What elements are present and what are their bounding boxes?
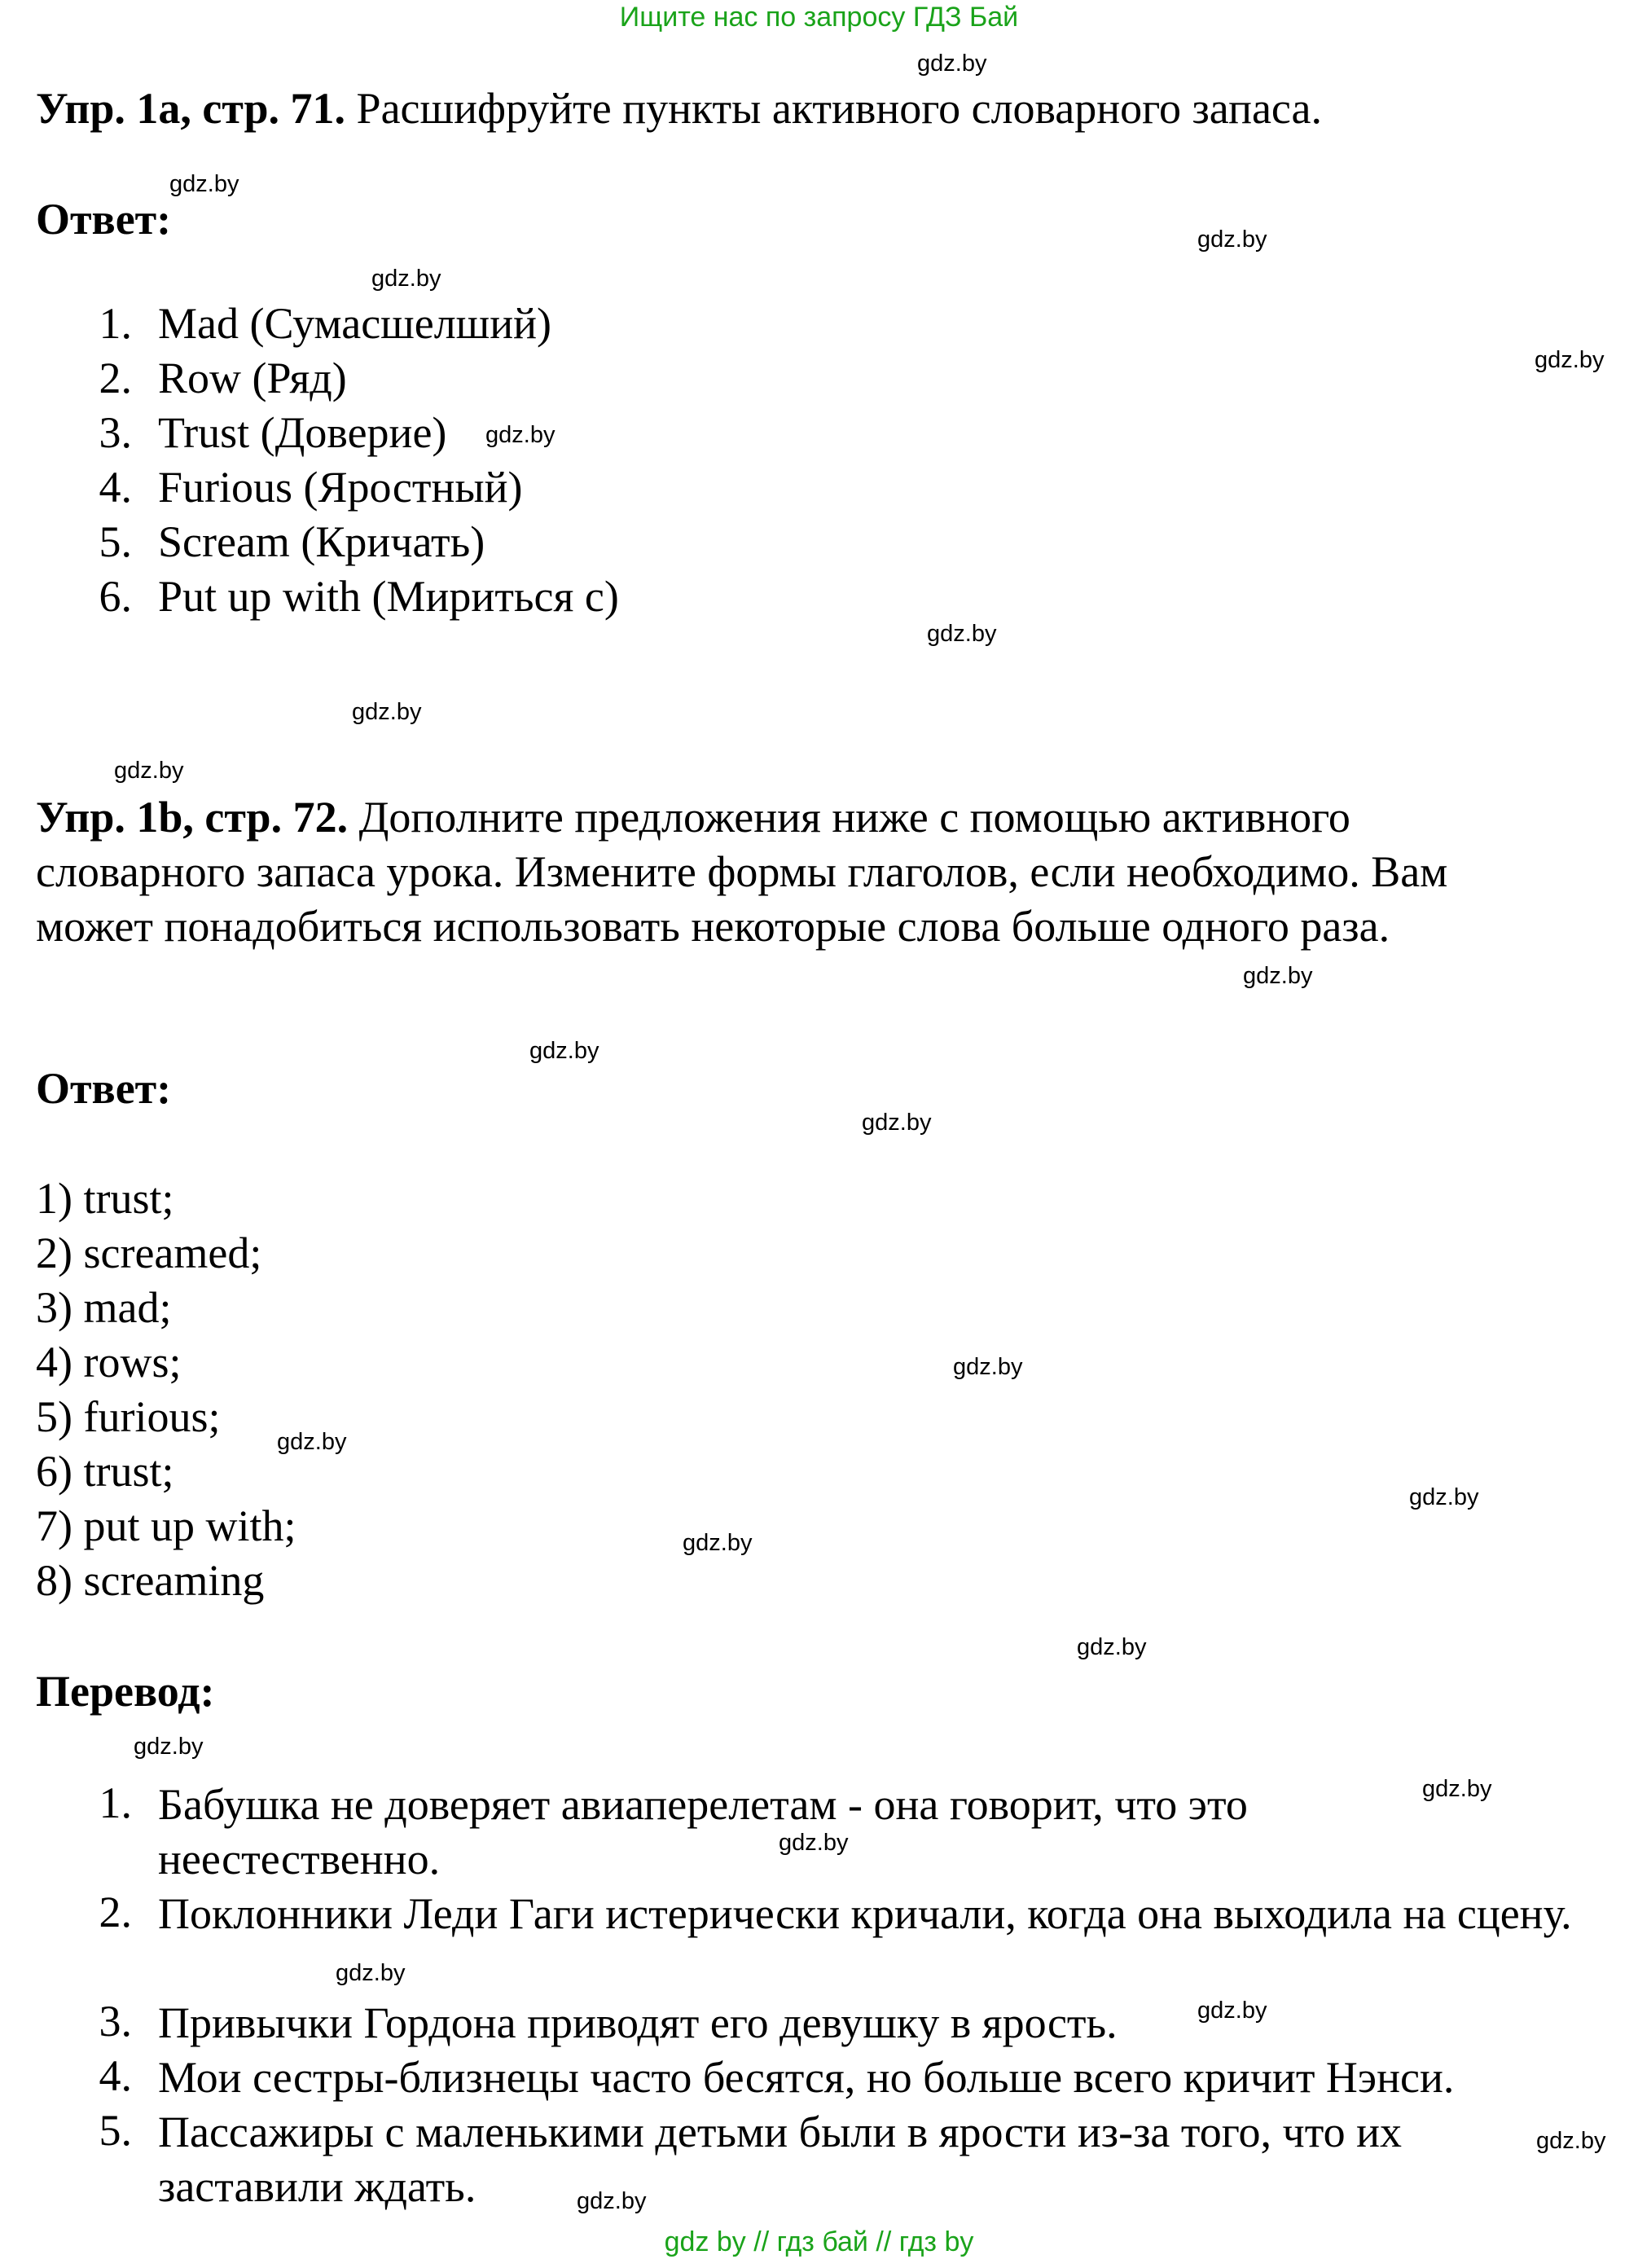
translation-item: Поклонники Леди Гаги истерически кричали, когда она выходила на сцену. — [158, 1889, 1572, 1938]
watermark: gdz.by — [1077, 1634, 1147, 1660]
watermark: gdz.by — [114, 758, 184, 784]
list-item: Trust (Доверие) — [158, 408, 447, 457]
footer-links[interactable]: gdz by // гдз бай // гдз by — [664, 2226, 974, 2257]
translation-item: Пассажиры с маленькими детьми были в ярости из-за того, что их заставили ждать. — [158, 2108, 1403, 2211]
watermark: gdz.by — [1422, 1776, 1492, 1802]
list-item: Put up with (Мириться с) — [158, 572, 619, 621]
watermark: gdz.by — [577, 2188, 647, 2214]
watermark: gdz.by — [1536, 2128, 1606, 2154]
list-item-number: 1. — [99, 299, 132, 348]
list-item: Row (Ряд) — [158, 354, 347, 402]
list-item: Mad (Сумасшелший) — [158, 299, 552, 348]
answer-item: 1) trust; — [36, 1174, 174, 1223]
answer-item: 3) mad; — [36, 1283, 172, 1332]
watermark: gdz.by — [1197, 1998, 1267, 2024]
translation-item: Бабушка не доверяет авиаперелетам - она говорит, что это неестественно. — [158, 1780, 1248, 1883]
translation-item-number: 3. — [99, 1997, 132, 2046]
list-item-number: 2. — [99, 354, 132, 402]
translation-item-number: 1. — [99, 1778, 132, 1827]
translation-item: Мои сестры-близнецы часто бесятся, но больше всего кричит Нэнси. — [158, 2053, 1455, 2102]
watermark: gdz.by — [862, 1110, 932, 1136]
list-item-number: 3. — [99, 408, 132, 457]
search-banner[interactable]: Ищите нас по запросу ГДЗ Бай — [619, 2, 1019, 33]
watermark: gdz.by — [169, 171, 239, 197]
list-item-number: 5. — [99, 517, 132, 566]
list-item-number: 4. — [99, 463, 132, 512]
watermark: gdz.by — [134, 1734, 204, 1760]
answer-item: 6) trust; — [36, 1447, 174, 1496]
list-item: Scream (Кричать) — [158, 517, 485, 566]
answer-item: 8) screaming — [36, 1556, 265, 1605]
watermark: gdz.by — [917, 51, 987, 77]
translation-item-number: 2. — [99, 1888, 132, 1936]
answer-item: 7) put up with; — [36, 1501, 296, 1550]
watermark: gdz.by — [779, 1830, 849, 1856]
task-1b-statement — [36, 790, 1567, 954]
list-item-number: 6. — [99, 572, 132, 621]
task-1b-title: Упр. 1b, стр. 72. — [36, 793, 349, 842]
watermark: gdz.by — [336, 1960, 406, 1986]
watermark: gdz.by — [1535, 347, 1605, 373]
task-1a-text: Расшифруйте пункты активного словарного запаса. — [345, 84, 1323, 133]
answer-item: 5) furious; — [36, 1392, 221, 1441]
watermark: gdz.by — [277, 1429, 347, 1455]
watermark: gdz.by — [485, 422, 556, 448]
answer-item: 4) rows; — [36, 1338, 182, 1387]
watermark: gdz.by — [683, 1530, 753, 1556]
watermark: gdz.by — [371, 266, 441, 292]
list-item: Furious (Яростный) — [158, 463, 523, 512]
translation-item-number: 5. — [99, 2106, 132, 2155]
translation-item-number: 4. — [99, 2051, 132, 2100]
answer-item: 2) screamed; — [36, 1228, 262, 1277]
translation-item: Привычки Гордона приводят его девушку в ярость. — [158, 1998, 1118, 2047]
task-1a-statement — [36, 81, 1583, 136]
task-1a-title: Упр. 1a, стр. 71. — [36, 84, 346, 133]
watermark: gdz.by — [1243, 963, 1313, 989]
task-1b-text: Дополните предложения ниже с помощью активного словарного запаса урока. Измените формы глаголов, если необходимо. Вам может понадобиться использовать некоторые слова больше одного раза. — [36, 793, 1448, 951]
answer-heading-1a: Ответ: — [36, 195, 172, 244]
watermark: gdz.by — [1197, 226, 1267, 253]
watermark: gdz.by — [352, 699, 422, 725]
answer-heading-1b: Ответ: — [36, 1064, 172, 1113]
translation-heading: Перевод: — [36, 1667, 215, 1716]
watermark: gdz.by — [1409, 1484, 1479, 1510]
watermark: gdz.by — [529, 1038, 599, 1064]
watermark: gdz.by — [927, 621, 997, 647]
watermark: gdz.by — [953, 1354, 1023, 1380]
